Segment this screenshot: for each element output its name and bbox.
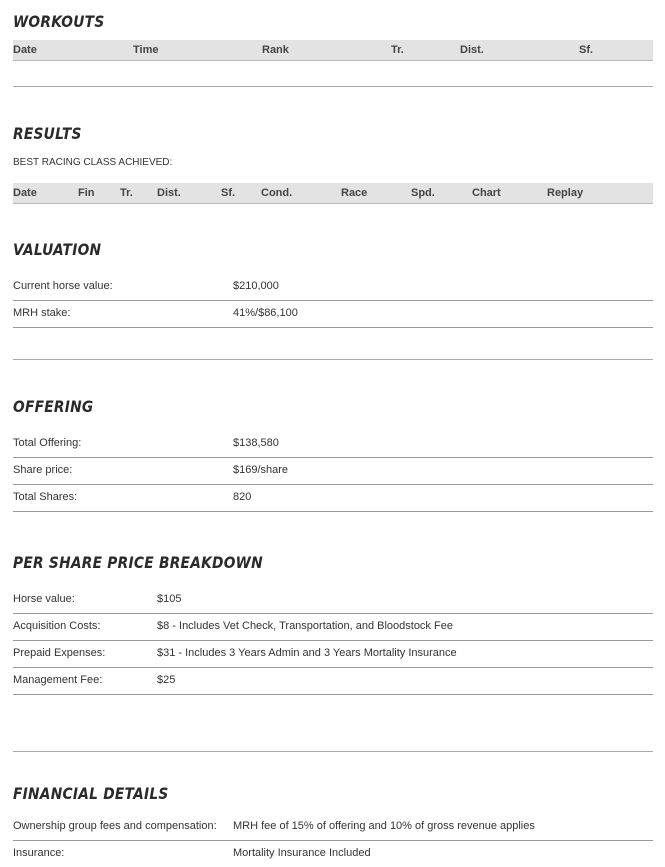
row-value: 41%/$86,100	[233, 307, 298, 319]
row-value: $105	[157, 593, 182, 605]
valuation-divider	[13, 359, 653, 360]
workouts-divider	[13, 86, 653, 87]
row-label: MRH stake:	[13, 307, 71, 319]
offering-row-total-shares	[13, 484, 653, 512]
row-label: Current horse value:	[13, 280, 113, 292]
row-value: $210,000	[233, 280, 279, 292]
row-value: Mortality Insurance Included	[233, 847, 371, 859]
workouts-col-dist: Dist.	[460, 44, 484, 56]
row-label: Acquisition Costs:	[13, 620, 101, 632]
financial-heading: FINANCIAL DETAILS	[13, 784, 169, 803]
results-col-chart: Chart	[472, 187, 501, 199]
row-label: Prepaid Expenses:	[13, 647, 106, 659]
results-col-race: Race	[341, 187, 368, 199]
workouts-heading: WORKOUTS	[13, 12, 105, 31]
row-label: Ownership group fees and compensation:	[13, 820, 217, 832]
row-label: Total Shares:	[13, 491, 78, 503]
results-col-cond: Cond.	[261, 187, 293, 199]
workouts-col-sf: Sf.	[579, 44, 594, 56]
valuation-row-current-value	[13, 273, 653, 301]
results-col-tr: Tr.	[120, 187, 133, 199]
results-col-replay: Replay	[547, 187, 584, 199]
offering-row-share-price	[13, 457, 653, 485]
row-value: $25	[157, 674, 176, 686]
row-label: Total Offering:	[13, 437, 82, 449]
row-value: $8 - Includes Vet Check, Transportation, and Bloodstock Fee	[157, 620, 453, 632]
results-col-sf: Sf.	[221, 187, 236, 199]
financial-row-fees	[13, 813, 653, 841]
row-value: $138,580	[233, 437, 279, 449]
valuation-row-mrh-stake	[13, 300, 653, 328]
workouts-table-header	[13, 40, 653, 61]
workouts-col-date: Date	[13, 44, 37, 56]
valuation-heading: VALUATION	[13, 240, 102, 259]
row-label: Insurance:	[13, 847, 65, 859]
results-table-header	[13, 183, 653, 204]
breakdown-row-management-fee	[13, 667, 653, 695]
breakdown-row-acquisition	[13, 613, 653, 641]
breakdown-row-prepaid	[13, 640, 653, 668]
results-col-spd: Spd.	[411, 187, 435, 199]
workouts-col-time: Time	[133, 44, 159, 56]
breakdown-divider	[13, 751, 653, 752]
row-value: $169/share	[233, 464, 289, 476]
row-value: 820	[233, 491, 252, 503]
offering-heading: OFFERING	[13, 397, 94, 416]
best-racing-class-label: BEST RACING CLASS ACHIEVED:	[13, 157, 173, 168]
row-label: Horse value:	[13, 593, 75, 605]
results-col-date: Date	[13, 187, 37, 199]
row-label: Share price:	[13, 464, 73, 476]
results-heading: RESULTS	[13, 124, 82, 143]
row-value: MRH fee of 15% of offering and 10% of gross revenue applies	[233, 820, 535, 832]
results-col-fin: Fin	[78, 187, 95, 199]
row-label: Management Fee:	[13, 674, 103, 686]
offering-row-total	[13, 430, 653, 458]
breakdown-heading: PER SHARE PRICE BREAKDOWN	[13, 553, 263, 572]
workouts-col-rank: Rank	[262, 44, 289, 56]
breakdown-row-horse-value	[13, 586, 653, 614]
row-value: $31 - Includes 3 Years Admin and 3 Years Mortality Insurance	[157, 647, 457, 659]
results-col-dist: Dist.	[157, 187, 181, 199]
workouts-col-tr: Tr.	[391, 44, 404, 56]
